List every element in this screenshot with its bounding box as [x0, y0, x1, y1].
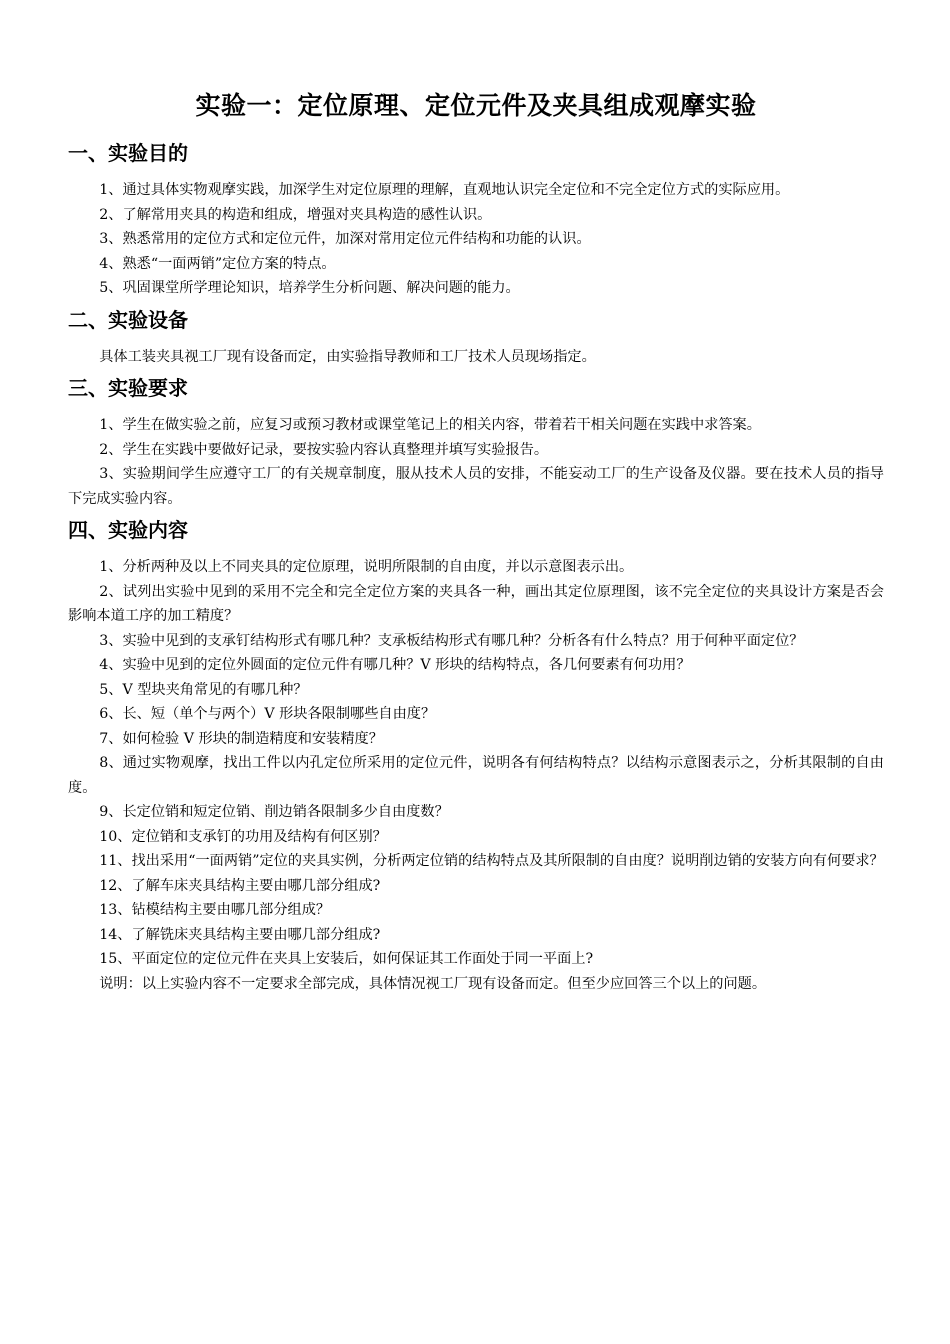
paragraph: 9、长定位销和短定位销、削边销各限制多少自由度数？	[99, 804, 449, 820]
paragraph: 3、实验期间学生应遵守工厂的有关规章制度，服从技术人员的安排，不能妄动工厂的生产设备及仪器。要在技术人员的指导下完成实验内容。	[68, 466, 884, 507]
section-content	[68, 515, 884, 996]
section-heading: 三、实验要求	[68, 376, 188, 400]
paragraph: 7、如何检验 V 形块的制造精度和安装精度？	[99, 730, 383, 747]
section-objective	[68, 138, 884, 301]
section-heading: 一、实验目的	[68, 141, 188, 165]
section-body	[68, 413, 884, 511]
paragraph: 1、学生在做实验之前，应复习或预习教材或课堂笔记上的相关内容，带着若干相关问题在实践中求答案。	[99, 417, 761, 433]
paragraph: 15、平面定位的定位元件在夹具上安装后，如何保证其工作面处于同一平面上?	[99, 951, 594, 967]
paragraph: 6、长、短（单个与两个）V 形块各限制哪些自由度？	[99, 706, 436, 722]
paragraph: 10、定位销和支承钉的功用及结构有何区别？	[99, 828, 387, 845]
note-paragraph: 说明：以上实验内容不一定要求全部完成，具体情况视工厂现有设备而定。但至少应回答三个以上的问题。	[99, 975, 767, 992]
section-body	[68, 345, 884, 370]
document-title: 实验一：定位原理、定位元件及夹具组成观摩实验	[195, 91, 757, 120]
section-equipment	[68, 305, 884, 370]
paragraph: 3、实验中见到的支承钉结构形式有哪几种？支承板结构形式有哪几种？分析各有什么特点？用于何种平面定位？	[99, 632, 804, 649]
section-body	[68, 555, 884, 996]
paragraph: 14、了解铣床夹具结构主要由哪几部分组成?	[99, 926, 381, 943]
paragraph: 1、分析两种及以上不同夹具的定位原理，说明所限制的自由度，并以示意图表示出。	[99, 559, 634, 575]
paragraph: 4、熟悉“一面两销”定位方案的特点。	[99, 255, 336, 272]
section-heading: 四、实验内容	[68, 518, 188, 542]
paragraph: 5、巩固课堂所学理论知识，培养学生分析问题、解决问题的能力。	[99, 280, 520, 296]
paragraph: 2、学生在实践中要做好记录，要按实验内容认真整理并填写实验报告。	[99, 441, 549, 458]
paragraph: 3、熟悉常用的定位方式和定位元件，加深对常用定位元件结构和功能的认识。	[99, 231, 591, 247]
paragraph: 具体工装夹具视工厂现有设备而定，由实验指导教师和工厂技术人员现场指定。	[99, 348, 596, 365]
paragraph: 12、了解车床夹具结构主要由哪几部分组成?	[99, 877, 381, 894]
paragraph: 5、V 型块夹角常见的有哪几种？	[99, 681, 308, 698]
section-body	[68, 178, 884, 301]
paragraph: 8、通过实物观摩，找出工件以内孔定位所采用的定位元件，说明各有何结构特点？以结构示意图表示之，分析其限制的自由度。	[68, 755, 884, 796]
paragraph: 2、了解常用夹具的构造和组成，增强对夹具构造的感性认识。	[99, 206, 492, 223]
section-requirements	[68, 373, 884, 511]
paragraph: 1、通过具体实物观摩实践，加深学生对定位原理的理解，直观地认识完全定位和不完全定位方式的实际应用。	[99, 182, 790, 198]
paragraph: 4、实验中见到的定位外圆面的定位元件有哪几种？V 形块的结构特点，各几何要素有何功用？	[99, 657, 691, 673]
paragraph: 2、试列出实验中见到的采用不完全和完全定位方案的夹具各一种，画出其定位原理图，该不完全定位的夹具设计方案是否会影响本道工序的加工精度？	[68, 583, 884, 624]
section-heading: 二、实验设备	[68, 307, 188, 332]
paragraph: 13、钻模结构主要由哪几部分组成？	[99, 902, 331, 918]
paragraph: 11、找出采用“一面两销”定位的夹具实例，分析两定位销的结构特点及其所限制的自由度？说明削边销的安装方向有何要求？	[99, 853, 884, 869]
document-page	[68, 88, 884, 1000]
